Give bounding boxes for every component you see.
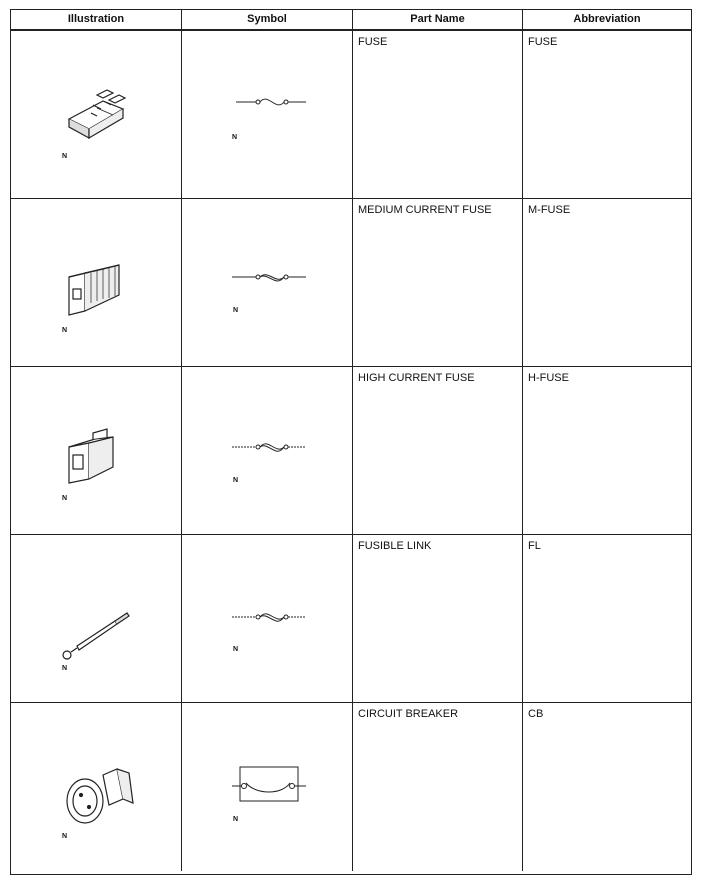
part-name-cell <box>353 31 523 198</box>
medium-current-fuse-illustration-icon <box>11 199 182 367</box>
note-label: N <box>233 477 239 484</box>
abbreviation: FL <box>528 540 541 552</box>
abbreviation-cell <box>523 703 691 871</box>
note-label: N <box>233 307 239 314</box>
symbol-cell <box>182 31 353 198</box>
high-current-fuse-illustration-icon <box>11 367 182 535</box>
circuit-breaker-illustration-icon <box>11 703 182 871</box>
abbreviation-cell <box>523 367 691 534</box>
note-label: N <box>62 665 68 672</box>
note-label: N <box>62 153 68 160</box>
abbreviation-cell <box>523 535 691 702</box>
part-name-cell <box>353 535 523 702</box>
illustration-cell <box>11 535 182 702</box>
note-label: N <box>233 816 239 823</box>
table-row <box>11 199 691 367</box>
table-row <box>11 31 691 199</box>
table-row <box>11 535 691 703</box>
part-name-cell <box>353 199 523 366</box>
symbol-cell <box>182 367 353 534</box>
fusible-link-symbol-icon <box>182 535 353 703</box>
header-part-name: Part Name <box>353 10 523 29</box>
part-name-cell <box>353 703 523 871</box>
part-name: MEDIUM CURRENT FUSE <box>358 204 492 216</box>
note-label: N <box>232 134 238 141</box>
table-row <box>11 703 691 871</box>
abbreviation: FUSE <box>528 36 558 48</box>
note-label: N <box>233 646 239 653</box>
symbol-cell <box>182 199 353 366</box>
fuse-symbol-icon <box>182 31 353 199</box>
note-label: N <box>62 833 68 840</box>
high-current-fuse-symbol-icon <box>182 367 353 535</box>
illustration-cell <box>11 199 182 366</box>
abbreviation-cell <box>523 31 691 198</box>
illustration-cell <box>11 367 182 534</box>
part-name: FUSE <box>358 36 388 48</box>
fusible-link-illustration-icon <box>11 535 182 703</box>
circuit-breaker-symbol-icon <box>182 703 353 871</box>
abbreviation: CB <box>528 708 544 720</box>
medium-current-fuse-symbol-icon <box>182 199 353 367</box>
header-abbreviation: Abbreviation <box>573 13 641 25</box>
part-name-cell <box>353 367 523 534</box>
part-name: HIGH CURRENT FUSE <box>358 372 475 384</box>
symbol-cell <box>182 703 353 871</box>
blade-fuse-illustration-icon <box>11 31 182 199</box>
part-name: FUSIBLE LINK <box>358 540 432 552</box>
header-symbol: Symbol <box>182 10 353 29</box>
illustration-cell <box>11 31 182 198</box>
abbreviation-cell <box>523 199 691 366</box>
abbreviation: M-FUSE <box>528 204 571 216</box>
parts-symbol-table <box>10 9 692 875</box>
note-label: N <box>62 327 68 334</box>
part-name: CIRCUIT BREAKER <box>358 708 459 720</box>
table-header <box>11 10 691 31</box>
note-label: N <box>62 495 68 502</box>
table-row <box>11 367 691 535</box>
illustration-cell <box>11 703 182 871</box>
abbreviation: H-FUSE <box>528 372 569 384</box>
header-illustration: Illustration <box>11 10 182 29</box>
symbol-cell <box>182 535 353 702</box>
